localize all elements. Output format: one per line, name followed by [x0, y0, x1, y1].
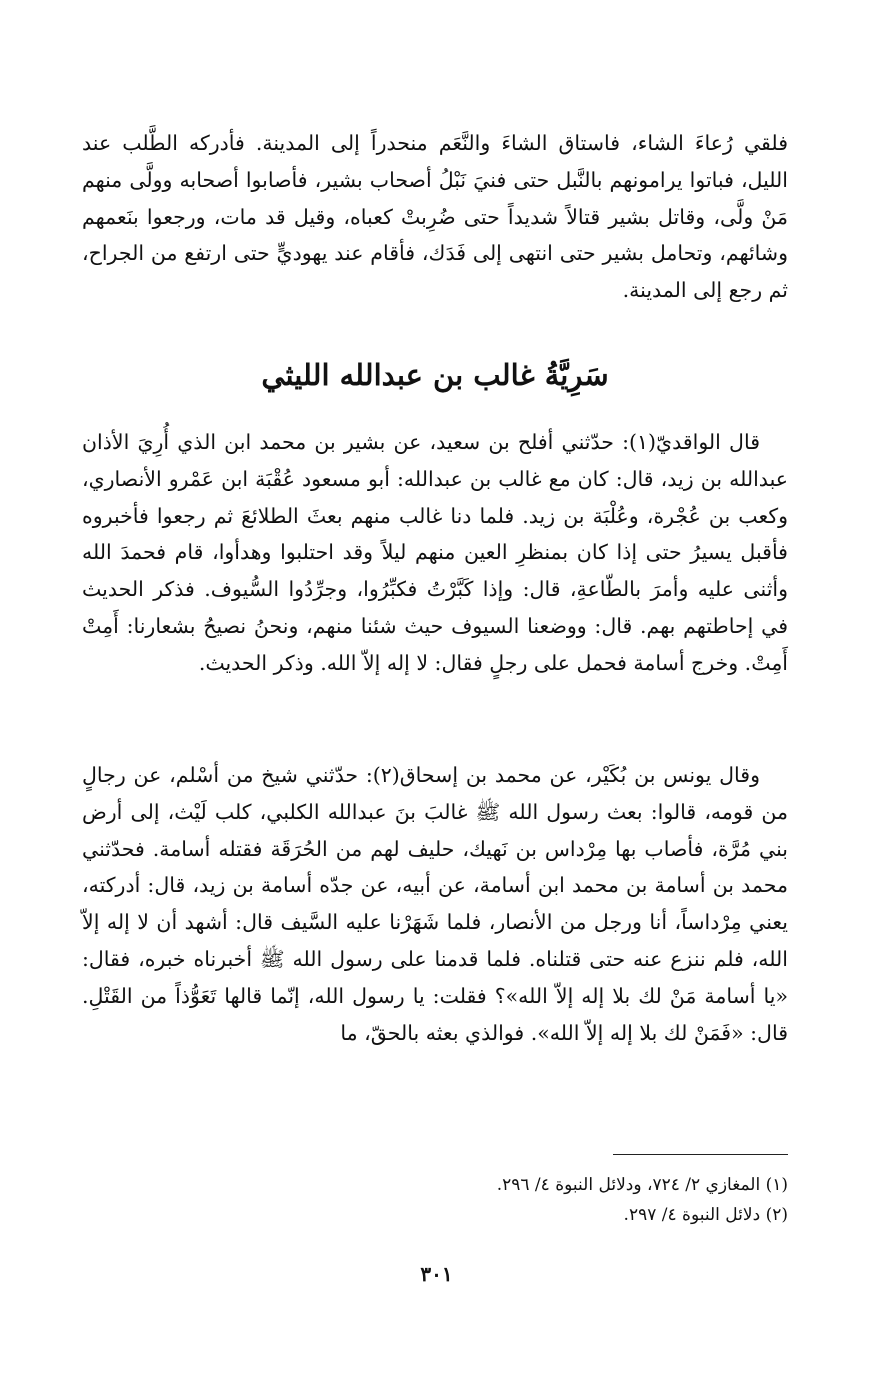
paragraph-two-text: وقال يونس بن بُكَيْر، عن محمد بن إسحاق(٢): حدّثني شيخ من أسْلم، عن رجالٍ من قومه، قالوا: بعث رسول الله ﷺ غالبَ بنَ عبدالله الكلبي، كلب لَيْث، إلى أرض بني مُرَّة، فأصاب بها مِرْداس بن نَهيك، حليف لهم من الحُرَقَة فقتله أسامة. فحدّثني محمد بن أسامة بن محمد ابن أسامة، عن أبيه، عن جدّه أسامة بن زيد، قال: أدركته، يعني مِرْداساً، أنا ورجل من الأنصار، فلما شَهَرْنا عليه السَّيف قال: أشهد أن لا إله إلاّ الله، فلم ننزع عنه حتى قتلناه. فلما قدمنا على رسول الله ﷺ أخبرناه خبره، فقال: «يا أسامة مَنْ لك بلا إله إلاّ الله»؟ فقلت: يا رسول الله، إنّما قالها تَعَوُّذاً من القَتْلِ. قال: «فَمَنْ لك بلا إله إلاّ الله». فوالذي بعثه بالحقّ، ما: [82, 763, 788, 1045]
paragraph-one-text: قال الواقديّ(١): حدّثني أفلح بن سعيد، عن بشير بن محمد ابن الذي أُرِيَ الأذان عبدالله بن زيد، قال: كان مع غالب بن عبدالله: أبو مسعود عُقْبَة ابن عَمْرو الأنصاري، وكعب بن عُجْرة، وعُلْبَة بن زيد. فلما دنا غالب منهم بعثَ الطلائعَ ثم رجعوا فأخبروه فأقبل يسيرُ حتى إذا كان بمنظرِ العين منهم ليلاً وقد احتلبوا وهدأوا، قام فحمدَ الله وأثنى عليه وأمرَ بالطّاعةِ، قال: وإذا كَبَّرْتُ فكبِّرُوا، وجرِّدُوا السُّيوف. فذكر الحديث في إحاطتهم بهم. قال: ووضعنا السيوف حيث شئنا منهم، ونحنُ نصيحُ بشعارنا: أَمِتْ أَمِتْ. وخرج أسامة فحمل على رجلٍ فقال: لا إله إلاّ الله. وذكر الحديث.: [82, 430, 788, 675]
intro-paragraph-text: فلقي رُعاءَ الشاء، فاستاق الشاءَ والنَّعَم منحدراً إلى المدينة. فأدركه الطَّلب عند الليل، فباتوا يرامونهم بالنَّبل حتى فنيَ نَبْلُ أصحاب بشير، فأصابوا أصحابه وولَّى منهم مَنْ ولَّى، وقاتل بشير قتالاً شديداً حتى ضُرِبتْ كعباه، وقيل قد مات، ورجعوا بنَعمهم وشائهم، وتحامل بشير حتى انتهى إلى فَدَك، فأقام عند يهوديٍّ حتى ارتفع من الجراح، ثم رجع إلى المدينة.: [82, 131, 788, 303]
page-number: ٣٠١: [420, 1262, 453, 1286]
footnote-divider: [613, 1154, 788, 1155]
footnote-2: (٢) دلائل النبوة ٤/ ٢٩٧.: [623, 1205, 788, 1225]
footnote-1: (١) المغازي ٢/ ٧٢٤، ودلائل النبوة ٤/ ٢٩٦.: [496, 1175, 788, 1195]
intro-paragraph: [82, 125, 788, 309]
footnotes: [82, 1170, 788, 1230]
section-heading: سَرِيَّةُ غالب بن عبدالله الليثي: [261, 358, 609, 392]
paragraph-two: [82, 757, 788, 1051]
paragraph-one: [82, 424, 788, 682]
